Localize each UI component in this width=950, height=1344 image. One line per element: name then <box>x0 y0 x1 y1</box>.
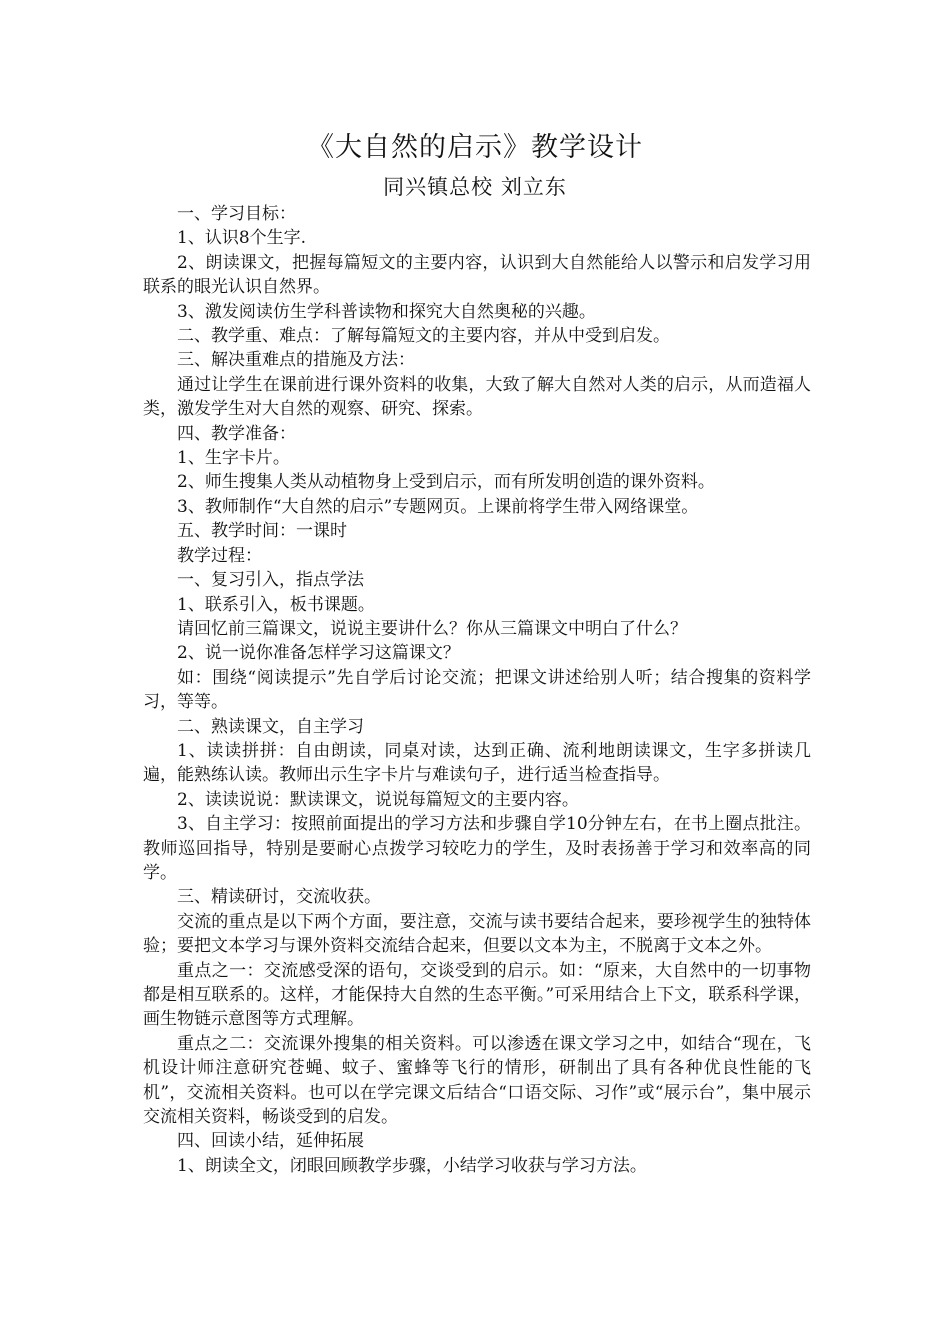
paragraph: 3、教师制作“大自然的启示”专题网页。上课前将学生带入网络课堂。 <box>177 496 699 517</box>
paragraph: 如：围绕“阅读提示”先自学后讨论交流；把课文讲述给别人听；结合搜集的资料学习，等等。 <box>143 667 811 713</box>
paragraph: 2、读读说说：默读课文，说说每篇短文的主要内容。 <box>177 789 579 810</box>
paragraph: 请回忆前三篇课文，说说主要讲什么？你从三篇课文中明白了什么？ <box>177 618 687 639</box>
document-body <box>143 202 811 1178</box>
paragraph: 一、学习目标： <box>177 204 296 224</box>
paragraph: 重点之二：交流课外搜集的相关资料。可以渗透在课文学习之中，如结合“现在，飞机设计师注意研究苍蝇、蚊子、蜜蜂等飞行的情形，研制出了具有各种优良性能的飞机”，交流相关资料。也可以在学完课文后结合“口语交际、习作”或“展示台”，集中展示交流相关资料，畅谈受到的启发。 <box>143 1033 811 1128</box>
paragraph: 通过让学生在课前进行课外资料的收集，大致了解大自然对人类的启示，从而造福人类，激发学生对大自然的观察、研究、探索。 <box>143 374 811 420</box>
paragraph: 1、生字卡片。 <box>177 448 290 469</box>
paragraph: 四、教学准备： <box>177 423 296 444</box>
paragraph: 1、朗读全文，闭眼回顾教学步骤，小结学习收获与学习方法。 <box>177 1155 647 1176</box>
paragraph: 2、朗读课文，把握每篇短文的主要内容，认识到大自然能给人以警示和启发学习用联系的眼光认识自然界。 <box>143 252 811 298</box>
paragraph: 3、激发阅读仿生学科普读物和探究大自然奥秘的兴趣。 <box>177 301 596 322</box>
paragraph: 五、教学时间：一课时 <box>177 521 347 542</box>
paragraph: 1、联系引入，板书课题。 <box>177 594 375 615</box>
paragraph: 2、说一说你准备怎样学习这篇课文？ <box>177 643 460 664</box>
paragraph: 1、认识8个生字. <box>177 228 307 249</box>
paragraph: 重点之一：交流感受深的语句，交谈受到的启示。如：“原来，大自然中的一切事物都是相互联系的。这样，才能保持大自然的生态平衡。”可采用结合上下文，联系科学课，画生物链示意图等方式理解。 <box>143 960 811 1030</box>
document-author: 同兴镇总校 刘立东 <box>383 175 567 199</box>
paragraph: 三、解决重难点的措施及方法： <box>177 350 415 371</box>
document-title: 《大自然的启示》教学设计 <box>307 132 643 163</box>
paragraph: 3、自主学习：按照前面提出的学习方法和步骤自学10分钟左右，在书上圈点批注。教师巡回指导，特别是要耐心点拨学习较吃力的学生，及时表扬善于学习和效率高的同学。 <box>143 814 811 883</box>
paragraph: 一、复习引入，指点学法 <box>177 570 364 591</box>
paragraph: 交流的重点是以下两个方面，要注意，交流与读书要结合起来，要珍视学生的独特体验；要把文本学习与课外资料交流结合起来，但要以文本为主，不脱离于文本之外。 <box>143 911 811 957</box>
paragraph: 三、精读研讨，交流收获。 <box>177 887 381 908</box>
paragraph: 二、熟读课文，自主学习 <box>177 716 364 737</box>
paragraph: 二、教学重、难点：了解每篇短文的主要内容，并从中受到启发。 <box>177 326 670 347</box>
paragraph: 教学过程： <box>177 545 262 566</box>
paragraph: 四、回读小结，延伸拓展 <box>177 1131 364 1152</box>
paragraph: 2、师生搜集人类从动植物身上受到启示，而有所发明创造的课外资料。 <box>177 472 715 493</box>
paragraph: 1、读读拼拼：自由朗读，同桌对读，达到正确、流利地朗读课文，生字多拼读几遍，能熟练认读。教师出示生字卡片与难读句子，进行适当检查指导。 <box>143 740 811 786</box>
